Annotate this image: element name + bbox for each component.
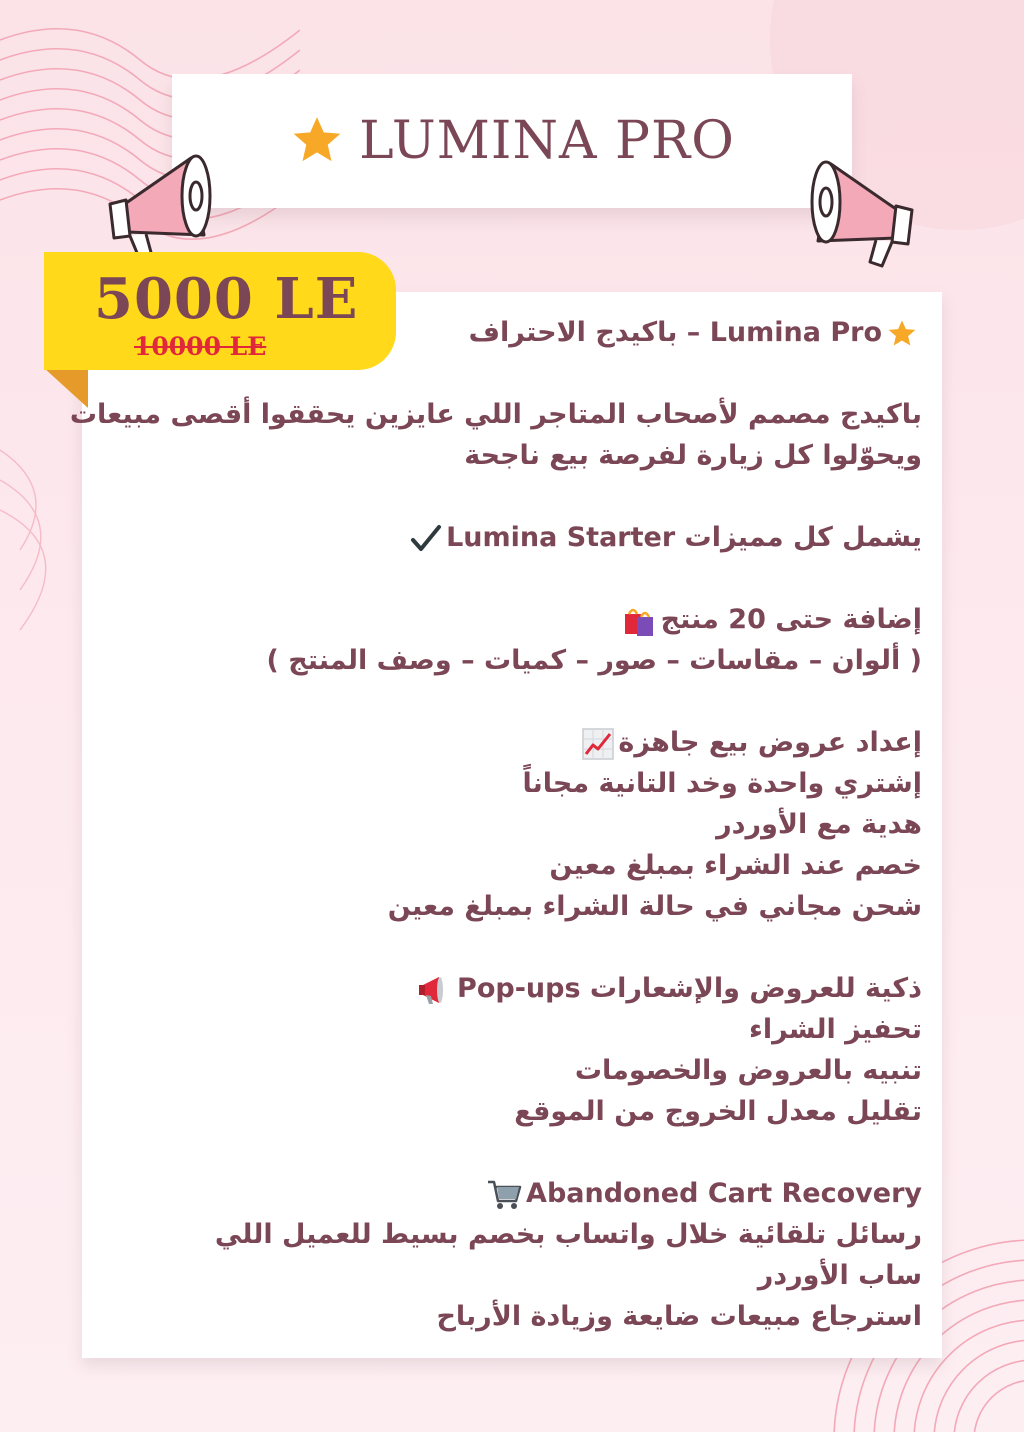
popup-item: تقليل معدل الخروج من الموقع xyxy=(514,1096,922,1127)
title-banner xyxy=(172,74,852,208)
cart-title-text: Abandoned Cart Recovery xyxy=(526,1178,922,1209)
cart-item: رسائل تلقائية خلال واتساب بخصم بسيط للعميل اللي ساب الأوردر xyxy=(214,1219,922,1291)
content-card xyxy=(69,292,942,1358)
megaphone-icon xyxy=(417,974,453,1006)
price-current: 5000 LE xyxy=(94,266,359,332)
offer-item: هدية مع الأوردر xyxy=(716,809,922,840)
price-tag-fold xyxy=(44,368,88,408)
intro-line: باكيدج مصمم لأصحاب المتاجر اللي عايزين يحققوا أقصى مبيعات xyxy=(69,399,922,430)
products-details: ( ألوان – مقاسات – صور – كميات – وصف المنتج ) xyxy=(266,645,922,676)
offers-title xyxy=(142,722,922,763)
intro-line: ويحوّلوا كل زيارة لفرصة بيع ناجحة xyxy=(464,440,922,471)
shopping-cart-icon xyxy=(486,1179,522,1211)
popup-item: تحفيز الشراء xyxy=(749,1014,922,1045)
offer-item: شحن مجاني في حالة الشراء بمبلغ معين xyxy=(387,891,922,922)
star-icon xyxy=(289,113,345,169)
popups-title-text: ذكية للعروض والإشعارات Pop-ups xyxy=(457,973,922,1004)
offer-item: إشتري واحدة وخد التانية مجاناً xyxy=(522,768,922,799)
star-icon xyxy=(886,318,918,350)
includes-line xyxy=(142,517,922,558)
page-title: LUMINA PRO xyxy=(359,111,735,171)
megaphone-right-icon xyxy=(796,146,926,286)
popup-item: تنبيه بالعروض والخصومات xyxy=(574,1055,922,1086)
checkmark-icon xyxy=(410,524,442,554)
cart-item: استرجاع مبيعات ضايعة وزيادة الأرباح xyxy=(436,1301,922,1332)
offers-title-text: إعداد عروض بيع جاهزة xyxy=(618,727,922,758)
features-list xyxy=(69,312,922,1337)
includes-text: يشمل كل مميزات Lumina Starter xyxy=(446,522,922,553)
products-title xyxy=(142,599,922,640)
offer-item: خصم عند الشراء بمبلغ معين xyxy=(549,850,922,881)
price-tag xyxy=(44,252,396,370)
popups-title xyxy=(142,968,922,1009)
shopping-bags-icon xyxy=(623,604,657,638)
price-original: 10000 LE xyxy=(134,332,267,361)
products-title-text: إضافة حتى 20 منتج xyxy=(660,604,922,635)
package-heading-text: Lumina Pro – باكيدج الاحتراف xyxy=(468,317,882,348)
cart-title xyxy=(142,1173,922,1214)
chart-increasing-icon xyxy=(582,728,614,760)
background-wave-left xyxy=(0,430,90,830)
